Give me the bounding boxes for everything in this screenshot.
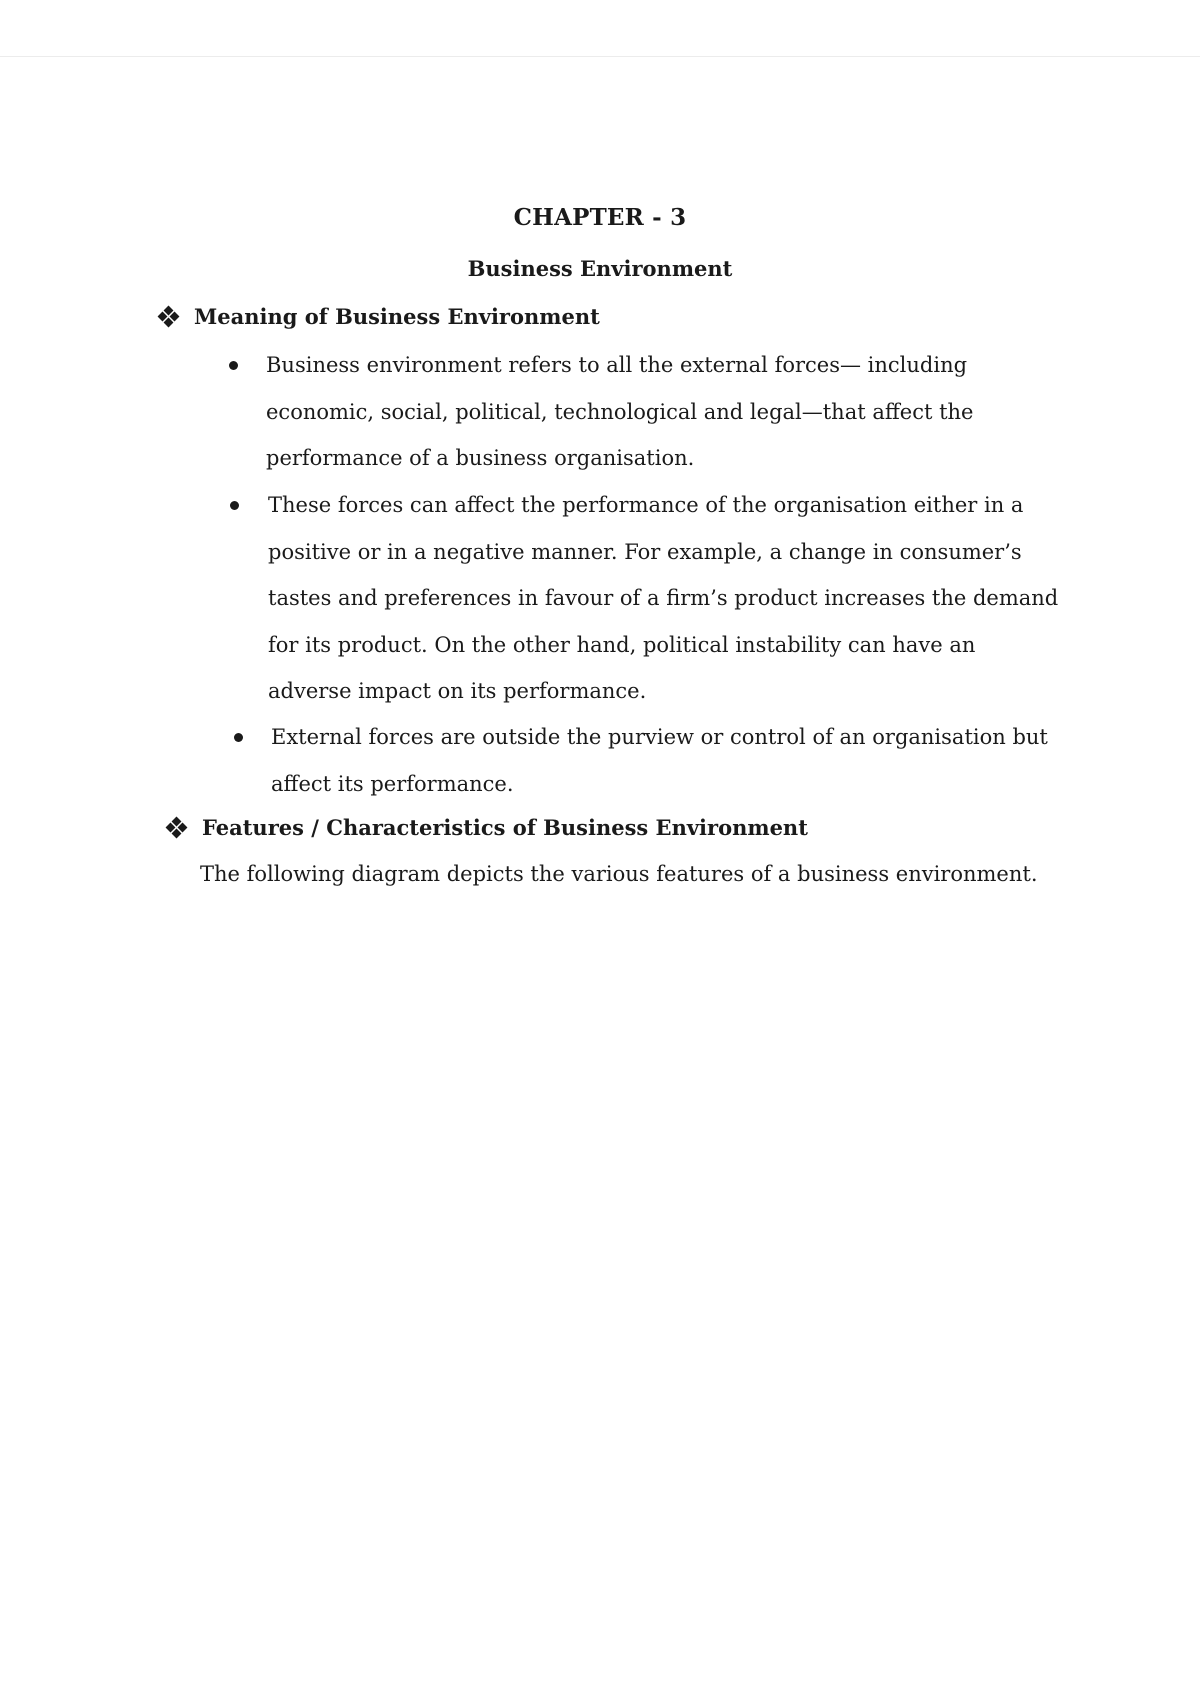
bullet-dot-icon bbox=[230, 501, 239, 510]
chapter-subtitle: Business Environment bbox=[467, 256, 733, 281]
diamond-bullet-icon bbox=[158, 306, 180, 328]
list-item-text: Business environment refers to all the external forces— including economic, social, political, technological and legal—that affect the performance of a business organisation. bbox=[266, 353, 974, 470]
bullet-dot-icon bbox=[229, 361, 238, 370]
chapter-title: CHAPTER - 3 bbox=[513, 204, 687, 231]
list-item-text: These forces can affect the performance of the organisation either in a positive or in a negative manner. For example, a change in consumer’s tastes and preferences in favour of a firm’s product increases the demand for its product. On the other hand, political instability can have an adverse impact on its performance. bbox=[268, 493, 1059, 703]
body-paragraph: The following diagram depicts the various features of a business environment. bbox=[200, 862, 1038, 886]
section-heading-meaning bbox=[158, 304, 600, 329]
section-heading-features bbox=[166, 815, 808, 840]
bullet-dot-icon bbox=[234, 733, 243, 742]
section-heading-text: Meaning of Business Environment bbox=[194, 304, 600, 329]
diamond-bullet-icon bbox=[166, 817, 188, 839]
list-item-text: External forces are outside the purview or control of an organisation but affect its performance. bbox=[271, 725, 1048, 796]
section-heading-text: Features / Characteristics of Business Environment bbox=[202, 815, 808, 840]
